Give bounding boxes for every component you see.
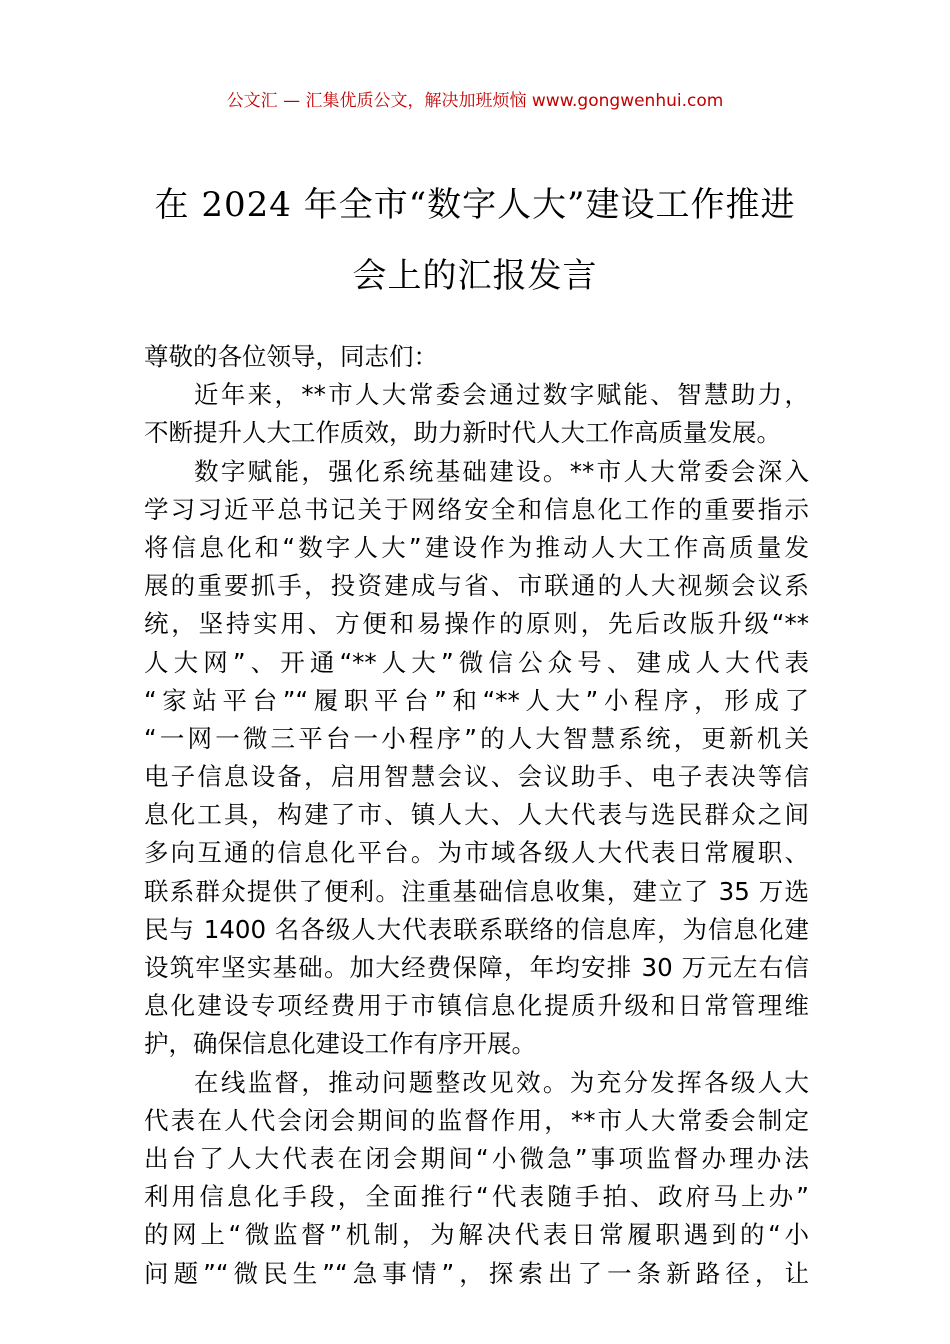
body-text-line: 多向互通的信息化平台。为市域各级人大代表日常履职、 <box>144 838 809 868</box>
body-text-line: “一网一微三平台一小程序”的人大智慧系统，更新机关 <box>144 723 809 753</box>
body-text-line: 在线监督，推动问题整改见效。为充分发挥各级人大 <box>194 1067 809 1097</box>
body-text-line: 近年来，**市人大常委会通过数字赋能、智慧助力， <box>194 380 809 410</box>
body-text-line: 息化建设专项经费用于市镇信息化提质升级和日常管理维 <box>144 991 809 1021</box>
document-title-line-2: 会上的汇报发言 <box>352 256 598 296</box>
body-text-line: 的网上“微监督”机制，为解决代表日常履职遇到的“小 <box>144 1220 809 1250</box>
body-text-line: 设筑牢坚实基础。加大经费保障，年均安排 30 万元左右信 <box>144 953 809 982</box>
body-text-line: 联系群众提供了便利。注重基础信息收集，建立了 35 万选 <box>144 876 809 906</box>
body-text-line: 代表在人代会闭会期间的监督作用，**市人大常委会制定 <box>144 1105 809 1135</box>
body-text-line: 学习习近平总书记关于网络安全和信息化工作的重要指示 <box>144 494 809 524</box>
body-text-line: “家站平台”“履职平台”和“**人大”小程序，形成了 <box>144 685 809 715</box>
body-text-line: 不断提升人大工作质效，助力新时代人大工作高质量发展。 <box>144 418 781 448</box>
body-text-line: 出台了人大代表在闭会期间“小微急”事项监督办理办法 <box>144 1143 809 1173</box>
body-text-line: 护，确保信息化建设工作有序开展。 <box>144 1029 536 1059</box>
body-text-line: 人大网”、开通“**人大”微信公众号、建成人大代表 <box>144 647 809 677</box>
body-text-line: 利用信息化手段，全面推行“代表随手拍、政府马上办” <box>144 1182 809 1212</box>
document-body <box>144 338 809 1293</box>
body-text-line: 将信息化和“数字人大”建设作为推动人大工作高质量发 <box>144 532 809 562</box>
body-text-line: 数字赋能，强化系统基础建设。**市人大常委会深入 <box>194 456 809 486</box>
body-text-line: 电子信息设备，启用智慧会议、会议助手、电子表决等信 <box>144 762 809 792</box>
body-text-line: 展的重要抓手，投资建成与省、市联通的人大视频会议系 <box>144 571 809 601</box>
body-text-line: 统，坚持实用、方便和易操作的原则，先后改版升级“** <box>144 609 809 639</box>
body-text-line: 尊敬的各位领导，同志们： <box>144 342 438 371</box>
document-title-line-1: 在 2024 年全市“数字人大”建设工作推进 <box>154 185 796 225</box>
body-text-line: 民与 1400 名各级人大代表联系联络的信息库，为信息化建 <box>144 914 809 944</box>
body-text-line: 息化工具，构建了市、镇人大、人大代表与选民群众之间 <box>144 800 809 830</box>
site-tagline: 公文汇 — 汇集优质公文，解决加班烦恼 www.gongwenhui.com <box>226 91 724 111</box>
body-text-line: 问题”“微民生”“急事情”，探索出了一条新路径，让 <box>144 1258 809 1288</box>
